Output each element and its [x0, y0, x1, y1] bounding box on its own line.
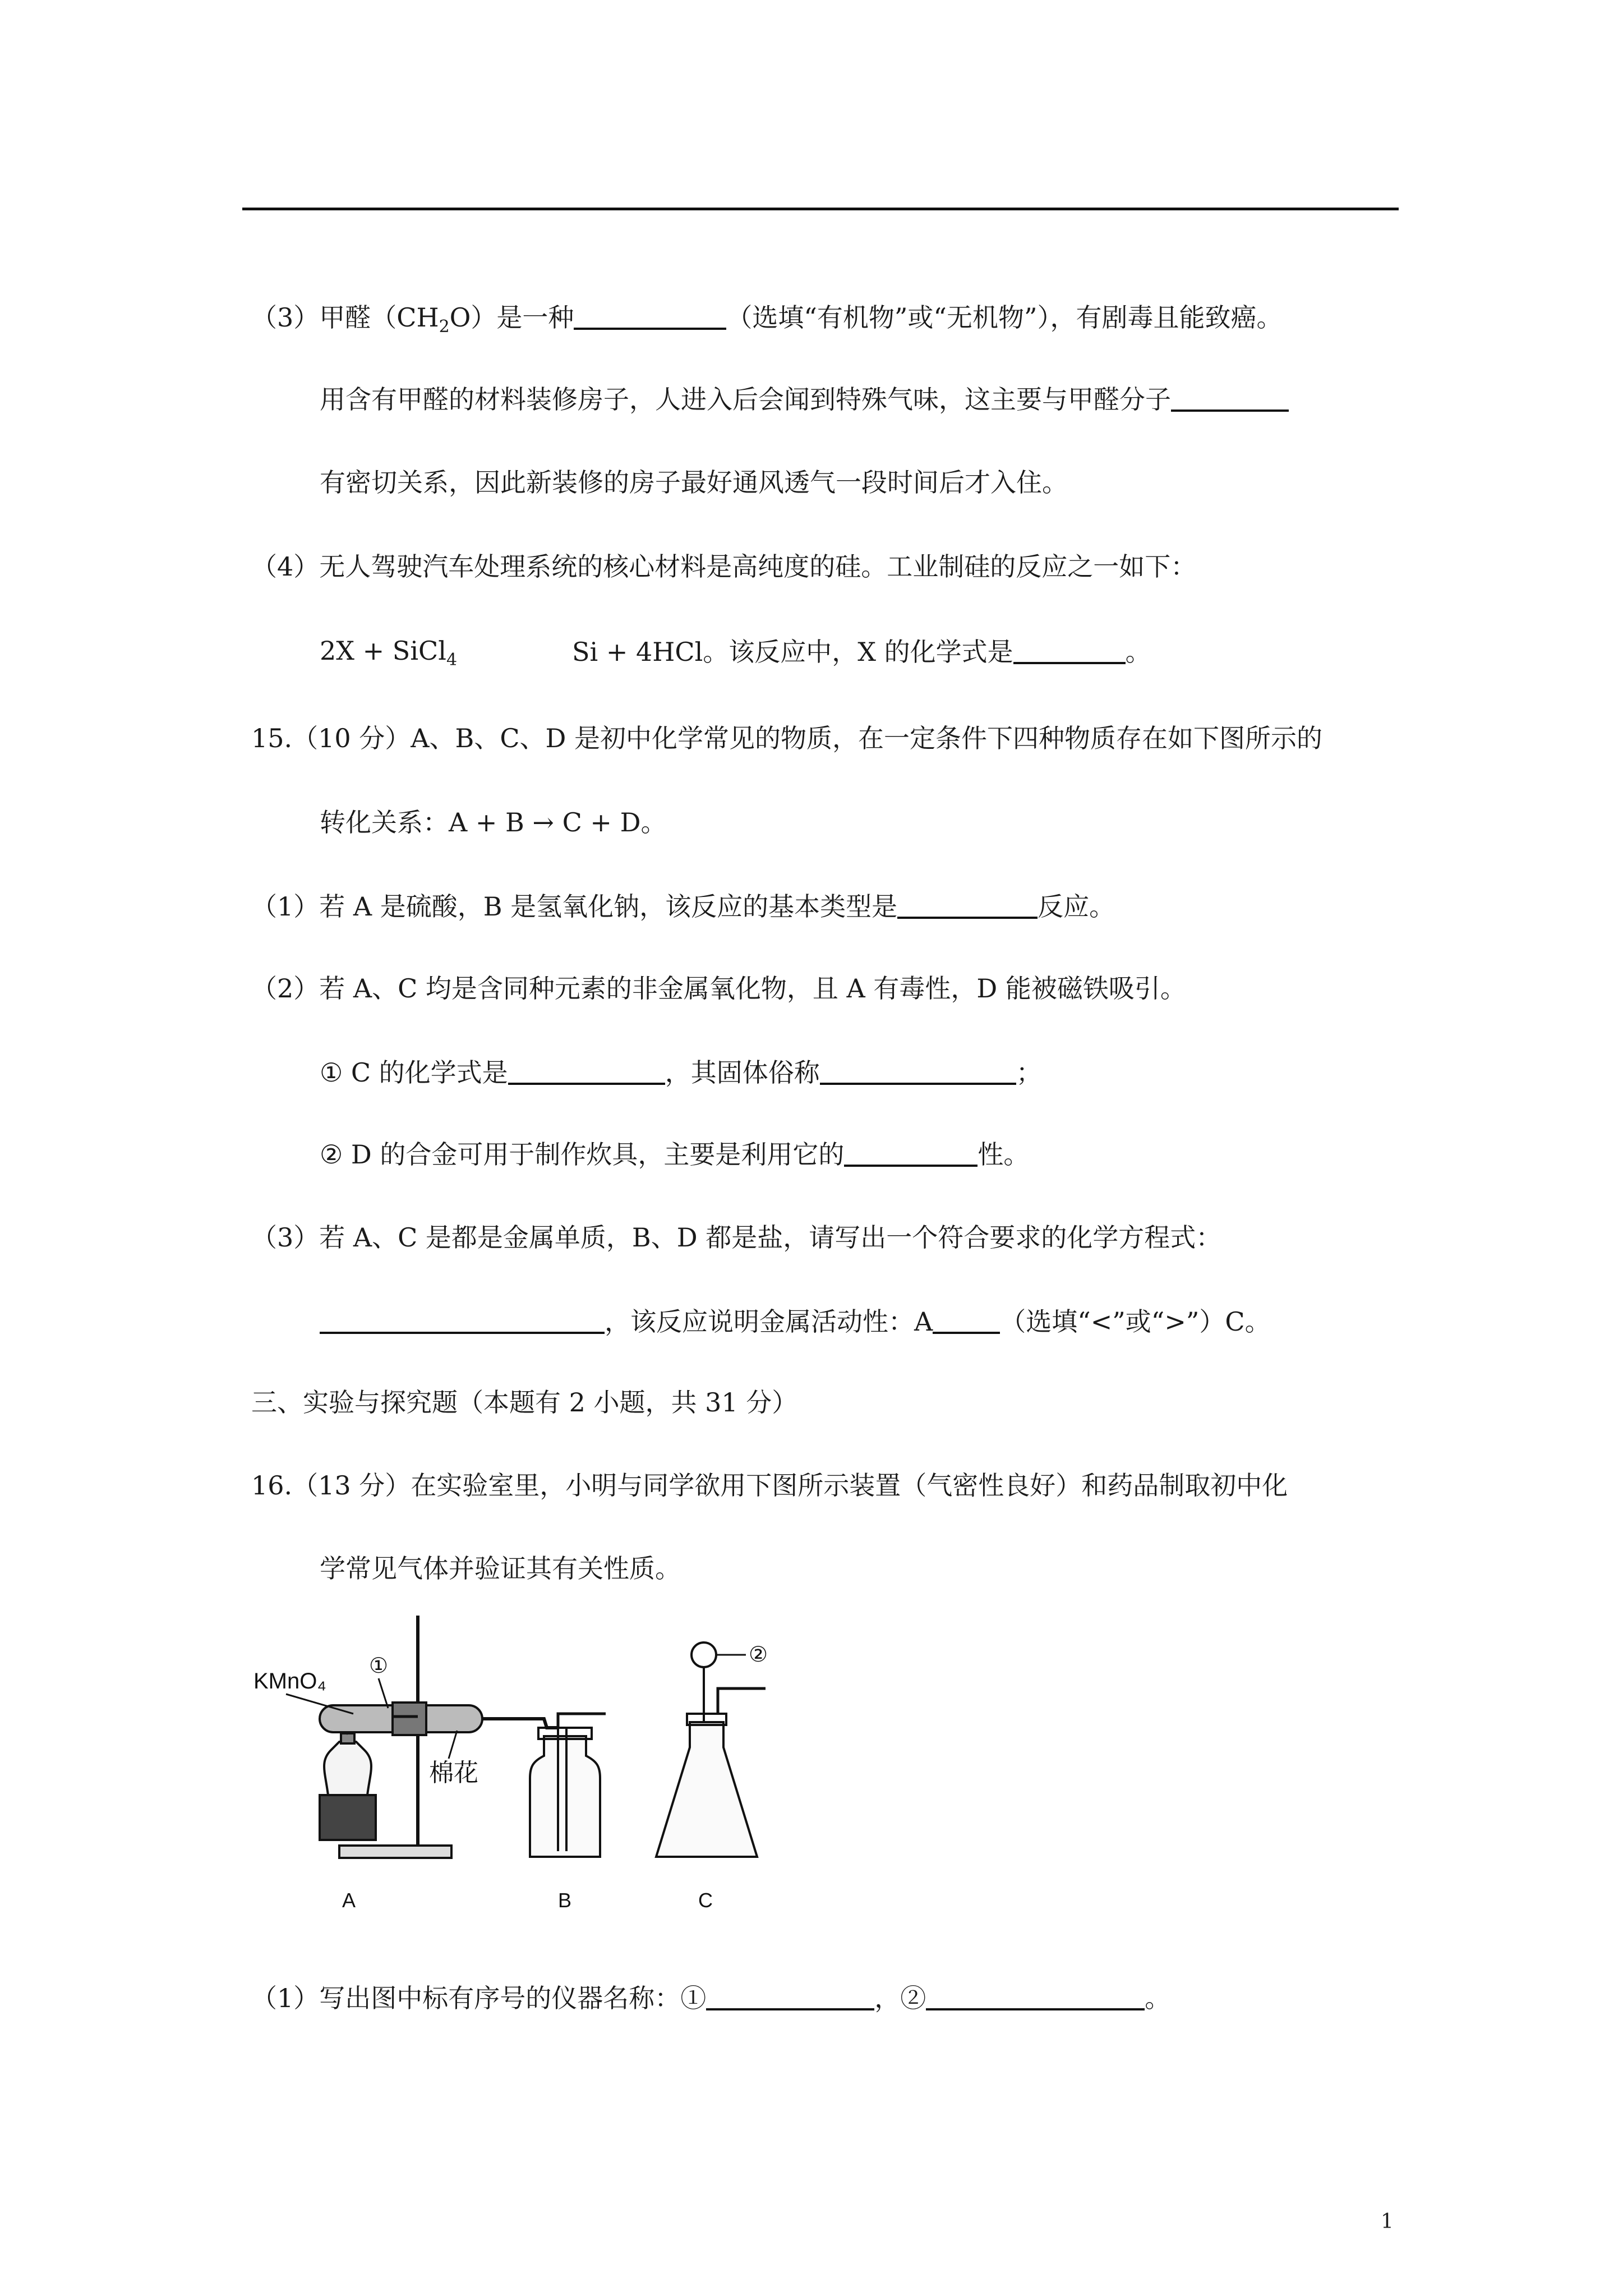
apparatus-a-label: A [342, 1889, 356, 1912]
q14-3-line1: （3）甲醛$(CH_2O)$是一种 （选填“有机物”或“无机物”），有剧毒且能致癌。 [251, 300, 1282, 344]
answer-blank[interactable] [706, 1980, 874, 2010]
answer-blank[interactable] [1013, 634, 1126, 664]
answer-blank[interactable] [508, 1055, 665, 1085]
q14-4-line2-right: Si + 4HCl。该反应中，X 的化学式是 。 [572, 634, 1151, 669]
header-rule [242, 208, 1399, 210]
q14-4-line2: 2X + SiCl$_4$ [320, 636, 458, 670]
q15-1: （1）若 A 是硫酸，B 是氢氧化钠，该反应的基本类型是 反应。 [251, 889, 1115, 923]
apparatus-a [320, 1616, 558, 1858]
answer-blank[interactable] [926, 1980, 1145, 2010]
apparatus-c-label: C [698, 1889, 713, 1912]
page-number: 1 [1381, 2210, 1394, 2233]
q15-stem-line1: 15.（10 分）A、B、C、D 是初中化学常见的物质，在一定条件下四种物质存在如下图所示的 [251, 723, 1323, 753]
q15-2-1: ① C 的化学式是 ，其固体俗称 ； [320, 1055, 1042, 1089]
q14-4-line1: （4）无人驾驶汽车处理系统的核心材料是高纯度的硅。工业制硅的反应之一如下： [251, 551, 1197, 582]
q15-2: （2）若 A、C 均是含同种元素的非金属氧化物，且 A 有毒性，D 能被磁铁吸引。 [251, 973, 1186, 1004]
answer-blank[interactable] [897, 889, 1038, 919]
apparatus-b-label: B [558, 1889, 572, 1912]
q14-3-line2: 用含有甲醛的材料装修房子，人进入后会闻到特殊气味，这主要与甲醛分子 [320, 381, 1289, 416]
answer-blank[interactable] [844, 1137, 978, 1167]
answer-blank[interactable] [933, 1304, 1000, 1334]
q15-3-answer-line: ，该反应说明金属活动性：A （选填“<”或“>”）C。 [320, 1304, 1271, 1338]
kmno4-label: KMnO₄ [253, 1669, 326, 1694]
callout-1-label: ① [369, 1654, 389, 1678]
q14-3-line3: 有密切关系，因此新装修的房子最好通风透气一段时间后才入住。 [320, 467, 1068, 498]
answer-blank[interactable] [320, 1304, 605, 1334]
section-3-heading: 三、实验与探究题（本题有 2 小题，共 31 分） [251, 1387, 798, 1418]
q15-stem-line2: 转化关系：A + B → C + D。 [320, 807, 667, 838]
callout-2-label: ② [749, 1643, 768, 1667]
apparatus-figure [241, 1610, 836, 1924]
apparatus-c [656, 1642, 766, 1857]
cotton-label: 棉花 [429, 1759, 478, 1787]
answer-blank[interactable] [574, 300, 726, 330]
q16-1: （1）写出图中标有序号的仪器名称：① ，② 。 [251, 1980, 1170, 2015]
q15-2-2: ② D 的合金可用于制作炊具，主要是利用它的 性。 [320, 1137, 1029, 1171]
q16-stem-line2: 学常见气体并验证其有关性质。 [320, 1553, 681, 1584]
answer-blank[interactable] [1171, 381, 1289, 412]
q15-3: （3）若 A、C 是都是金属单质，B、D 都是盐，请写出一个符合要求的化学方程式： [251, 1222, 1222, 1253]
answer-blank[interactable] [820, 1055, 1016, 1085]
q16-stem-line1: 16.（13 分）在实验室里，小明与同学欲用下图所示装置（气密性良好）和药品制取初中化 [251, 1470, 1288, 1501]
apparatus-b [530, 1714, 606, 1857]
